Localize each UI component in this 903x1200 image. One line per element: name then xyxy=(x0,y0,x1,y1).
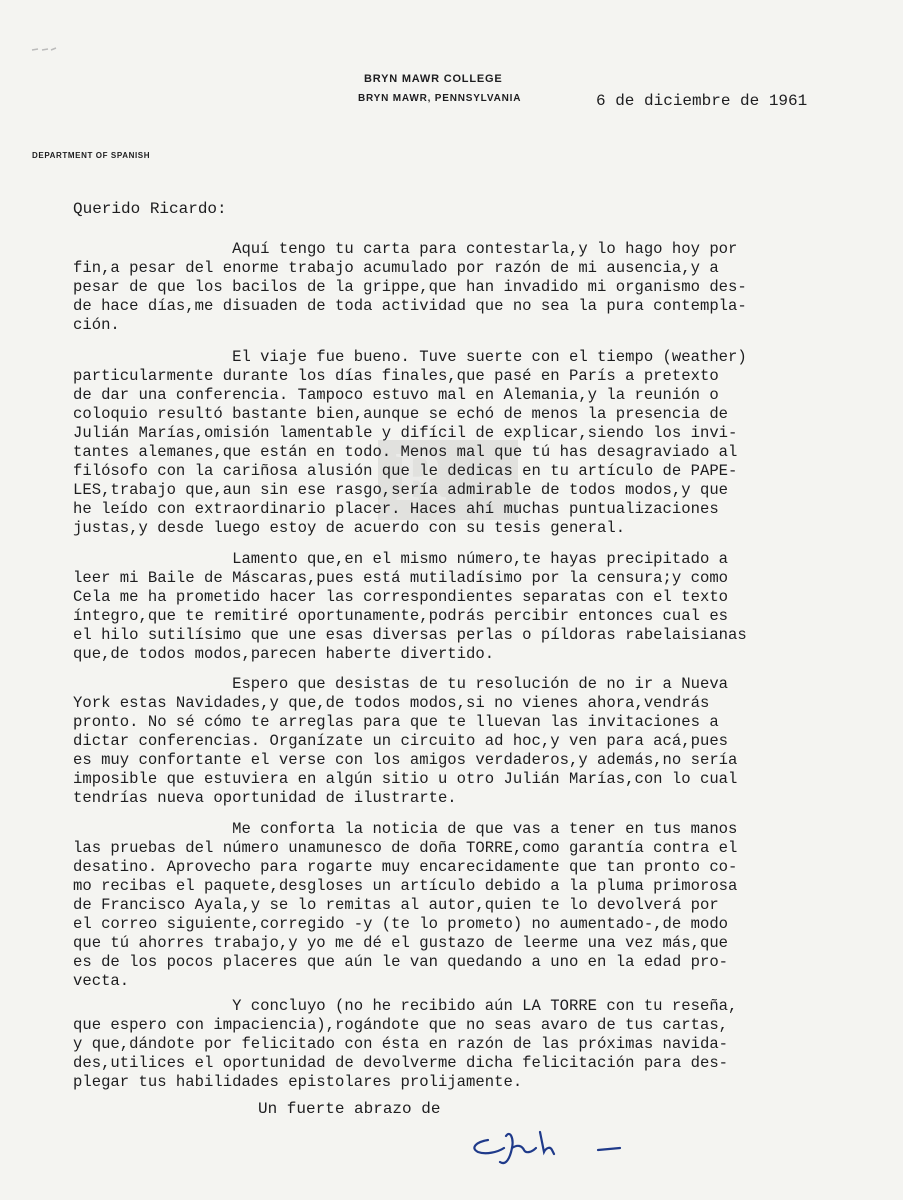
text-line: las pruebas del número unamunesco de doña TORRE,como garantía contra el xyxy=(73,839,738,857)
text-line: particularmente durante los días finales,que pasé en París a pretexto xyxy=(73,367,719,385)
text-line: el correo siguiente,corregido -y (te lo prometo) no aumentado-,de modo xyxy=(73,915,729,933)
paragraph-6 xyxy=(73,997,863,1092)
closing-line: Un fuerte abrazo de xyxy=(258,1100,441,1118)
text-line: LES,trabajo que,aun sin ese rasgo,sería admirable de todos modos,y que xyxy=(73,481,729,499)
text-line: Aquí tengo tu carta para contestarla,y lo hago hoy por xyxy=(73,240,738,258)
paragraph-3 xyxy=(73,550,863,664)
text-line: vecta. xyxy=(73,972,130,990)
text-line: mo recibas el paquete,desgloses un artículo debido a la pluma primorosa xyxy=(73,877,738,895)
college-location: BRYN MAWR, PENNSYLVANIA xyxy=(358,93,522,104)
college-name: BRYN MAWR COLLEGE xyxy=(364,73,503,85)
text-line: leer mi Baile de Máscaras,pues está mutiladísimo por la censura;y como xyxy=(73,569,729,587)
text-line: que tú ahorres trabajo,y yo me dé el gustazo de leerme una vez más,que xyxy=(73,934,729,952)
paragraph-1 xyxy=(73,240,863,335)
letterhead xyxy=(330,70,570,108)
text-line: y que,dándote por felicitado con ésta en razón de las próximas navida- xyxy=(73,1035,729,1053)
text-line: que,de todos modos,parecen haberte divertido. xyxy=(73,645,495,663)
text-line: ción. xyxy=(73,316,120,334)
paragraph-5 xyxy=(73,820,863,991)
scan-corner-mark xyxy=(30,40,58,48)
text-line: Lamento que,en el mismo número,te hayas precipitado a xyxy=(73,550,729,568)
text-line: pesar de que los bacilos de la grippe,que han invadido mi organismo des- xyxy=(73,278,747,296)
text-line: el hilo sutilísimo que une esas diversas perlas o píldoras rabelaisianas xyxy=(73,626,747,644)
text-line: pronto. No sé cómo te arreglas para que te lluevan las invitaciones a xyxy=(73,713,719,731)
text-line: York estas Navidades,y que,de todos modos,si no vienes ahora,vendrás xyxy=(73,694,710,712)
department-name: DEPARTMENT OF SPANISH xyxy=(32,151,151,160)
text-line: plegar tus habilidades epistolares prolijamente. xyxy=(73,1073,523,1091)
text-line: de hace días,me disuaden de toda actividad que no sea la pura contempla- xyxy=(73,297,747,315)
text-line: de Francisco Ayala,y se lo remitas al autor,quien te lo devolverá por xyxy=(73,896,719,914)
handwritten-signature xyxy=(448,1118,638,1178)
text-line: Me conforta la noticia de que vas a tener en tus manos xyxy=(73,820,738,838)
paragraph-4 xyxy=(73,675,863,808)
text-line: tendrías nueva oportunidad de ilustrarte. xyxy=(73,789,457,807)
greeting: Querido Ricardo: xyxy=(73,200,227,218)
text-line: filósofo con la cariñosa alusión que le dedicas en tu artículo de PAPE- xyxy=(73,462,738,480)
text-line: coloquio resultó bastante bien,aunque se echó de menos la presencia de xyxy=(73,405,729,423)
text-line: Espero que desistas de tu resolución de no ir a Nueva xyxy=(73,675,729,693)
text-line: Julián Marías,omisión lamentable y difícil de explicar,siendo los invi- xyxy=(73,424,738,442)
text-line: tantes alemanes,que están en todo. Menos mal que tú has desagraviado al xyxy=(73,443,738,461)
text-line: dictar conferencias. Organízate un circuito ad hoc,y ven para acá,pues xyxy=(73,732,729,750)
text-line: íntegro,que te remitiré oportunamente,podrás percibir entonces cual es xyxy=(73,607,729,625)
text-line: he leído con extraordinario placer. Haces ahí muchas puntualizaciones xyxy=(73,500,719,518)
text-line: imposible que estuviera en algún sitio u otro Julián Marías,con lo cual xyxy=(73,770,738,788)
text-line: desatino. Aprovecho para rogarte muy encarecidamente que tan pronto co- xyxy=(73,858,738,876)
text-line: El viaje fue bueno. Tuve suerte con el tiempo (weather) xyxy=(73,348,747,366)
text-line: fin,a pesar del enorme trabajo acumulado por razón de mi ausencia,y a xyxy=(73,259,719,277)
text-line: es de los pocos placeres que aún le van quedando a uno en la edad pro- xyxy=(73,953,729,971)
text-line: des,utilices el oportunidad de devolverme dicha felicitación para des- xyxy=(73,1054,729,1072)
text-line: Cela me ha prometido hacer las correspondientes separatas con el texto xyxy=(73,588,729,606)
text-line: es muy confortante el verse con los amigos verdaderos,y además,no sería xyxy=(73,751,738,769)
text-line: que espero con impaciencia),rogándote que no seas avaro de tus cartas, xyxy=(73,1016,729,1034)
letter-date: 6 de diciembre de 1961 xyxy=(596,92,808,110)
paragraph-2 xyxy=(73,348,863,538)
text-line: de dar una conferencia. Tampoco estuvo mal en Alemania,y la reunión o xyxy=(73,386,719,404)
text-line: justas,y desde luego estoy de acuerdo con su tesis general. xyxy=(73,519,626,537)
watermark-letter: R xyxy=(395,439,446,516)
text-line: Y concluyo (no he recibido aún LA TORRE con tu reseña, xyxy=(73,997,738,1015)
